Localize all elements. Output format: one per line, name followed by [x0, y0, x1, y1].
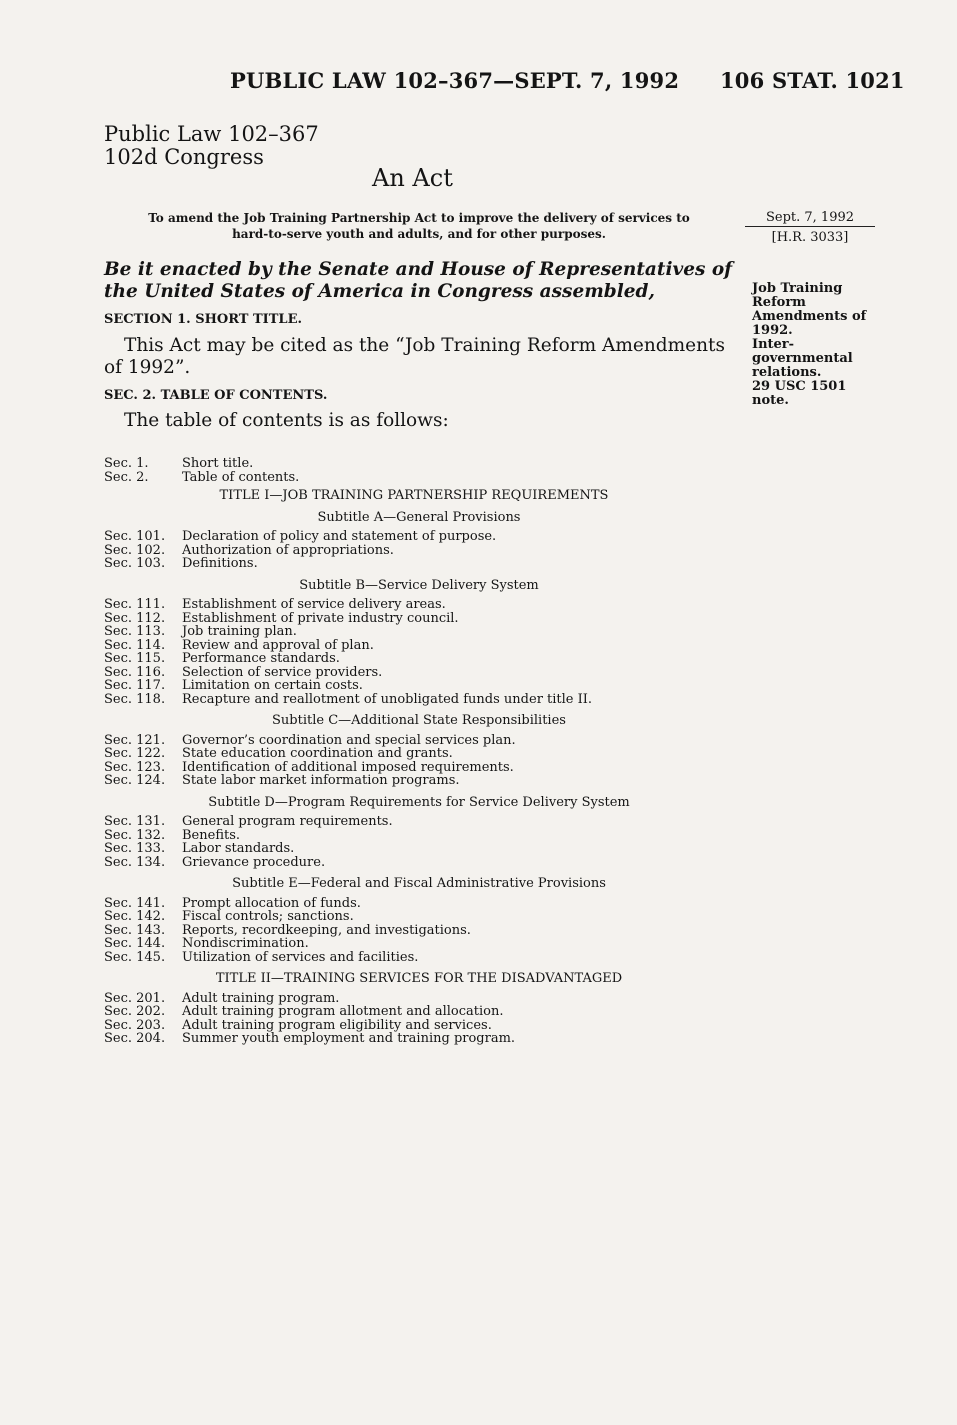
toc-section-title: Establishment of private industry council.	[182, 610, 459, 626]
toc-entry	[104, 774, 744, 788]
toc-section-number: Sec. 113.	[104, 624, 166, 639]
section-1-text: This Act may be cited as the “Job Training Reform Amendments	[124, 335, 725, 356]
toc-section-title: Fiscal controls; sanctions.	[182, 909, 354, 924]
toc-entry	[104, 924, 744, 938]
toc-entry	[104, 625, 744, 639]
toc-section-title: Prompt allocation of funds.	[182, 895, 361, 911]
toc-section-number: Sec. 118.	[104, 691, 166, 707]
toc-entry	[104, 598, 744, 612]
toc-section-number: Sec. 142.	[104, 909, 166, 924]
toc-section-number: Sec. 114.	[104, 637, 166, 653]
toc-section-number: Sec. 132.	[104, 827, 166, 843]
toc-section-number: Sec. 101.	[104, 529, 166, 544]
toc-section-title: Selection of service providers.	[182, 664, 383, 680]
toc-section-title: Table of contents.	[182, 469, 300, 485]
toc-entry	[104, 897, 744, 911]
table-of-contents	[104, 457, 744, 1046]
toc-entry	[104, 842, 744, 856]
enacting-line: Be it enacted by the Senate and House of Representatives of	[104, 259, 733, 280]
running-header-page: 106 STAT. 1021	[720, 68, 905, 93]
toc-section-number: Sec. 145.	[104, 949, 166, 965]
toc-entry	[104, 557, 744, 571]
subtitle-c-heading: Subtitle C—Additional State Responsibilities	[272, 713, 566, 728]
toc-section-number: Sec. 116.	[104, 664, 166, 680]
toc-section-title: Summer youth employment and training program.	[182, 1031, 516, 1046]
toc-section-title: State education coordination and grants.	[182, 746, 453, 761]
toc-section-number: Sec. 124.	[104, 773, 166, 788]
title-1-heading: TITLE I—JOB TRAINING PARTNERSHIP REQUIREMENTS	[219, 488, 609, 503]
toc-section-title: Identification of additional imposed requirements.	[182, 759, 514, 775]
public-law-number: Public Law 102–367	[104, 122, 319, 146]
toc-entry	[104, 910, 744, 924]
toc-section-number: Sec. 111.	[104, 597, 166, 612]
toc-section-title: Performance standards.	[182, 651, 340, 666]
enacting-line: the United States of America in Congress assembled,	[104, 281, 655, 302]
toc-section-number: Sec. 122.	[104, 746, 166, 761]
toc-section-number: Sec. 134.	[104, 854, 166, 870]
running-header-left: PUBLIC LAW 102–367—SEPT. 7, 1992	[230, 68, 680, 93]
toc-entry	[104, 471, 744, 485]
toc-entry	[104, 856, 744, 870]
toc-section-title: Definitions.	[182, 556, 258, 571]
toc-entry	[104, 639, 744, 653]
toc-section-title: Adult training program.	[182, 990, 340, 1006]
margin-date-block	[745, 210, 875, 245]
toc-section-title: Nondiscrimination.	[182, 936, 309, 951]
toc-section-title: Job training plan.	[182, 624, 297, 639]
toc-entry	[104, 761, 744, 775]
toc-section-title: Adult training program allotment and allocation.	[182, 1004, 504, 1019]
toc-section-number: Sec. 123.	[104, 759, 166, 775]
toc-section-number: Sec. 103.	[104, 556, 166, 571]
toc-section-number: Sec. 117.	[104, 678, 166, 693]
toc-entry	[104, 666, 744, 680]
toc-section-title: Governor’s coordination and special services plan.	[182, 732, 516, 748]
toc-section-title: Recapture and reallotment of unobligated funds under title II.	[182, 691, 593, 707]
toc-section-number: Sec. 1.	[104, 456, 149, 471]
toc-section-title: Short title.	[182, 456, 254, 471]
subtitle-e-heading: Subtitle E—Federal and Fiscal Administrative Provisions	[232, 876, 606, 891]
section-2-heading: SEC. 2. TABLE OF CONTENTS.	[104, 388, 328, 403]
toc-section-number: Sec. 112.	[104, 610, 166, 626]
toc-section-title: General program requirements.	[182, 814, 393, 829]
enactment-date: Sept. 7, 1992	[745, 210, 875, 227]
toc-entry	[104, 1019, 744, 1033]
toc-entry	[104, 544, 744, 558]
purpose-line: To amend the Job Training Partnership Act to improve the delivery of services to	[148, 211, 690, 225]
toc-section-title: Establishment of service delivery areas.	[182, 597, 446, 612]
subtitle-a-heading: Subtitle A—General Provisions	[317, 509, 521, 525]
section-1-heading: SECTION 1. SHORT TITLE.	[104, 312, 303, 327]
toc-entry	[104, 679, 744, 693]
toc-section-number: Sec. 141.	[104, 895, 166, 911]
toc-entry	[104, 951, 744, 965]
toc-section-number: Sec. 2.	[104, 469, 149, 485]
toc-entry	[104, 992, 744, 1006]
toc-section-title: Review and approval of plan.	[182, 637, 374, 653]
toc-section-title: Grievance procedure.	[182, 854, 326, 870]
toc-section-number: Sec. 143.	[104, 922, 166, 938]
toc-section-title: Authorization of appropriations.	[182, 542, 394, 558]
toc-entry	[104, 747, 744, 761]
enacting-clause	[104, 259, 740, 303]
purpose-statement	[104, 210, 734, 242]
toc-section-number: Sec. 121.	[104, 732, 166, 748]
margin-note: Job Training Reform Amendments of 1992.	[752, 281, 867, 338]
toc-section-number: Sec. 144.	[104, 936, 166, 951]
toc-entry	[104, 829, 744, 843]
toc-entry	[104, 652, 744, 666]
margin-note: 29 USC 1501 note.	[752, 379, 847, 408]
toc-section-number: Sec. 131.	[104, 814, 166, 829]
title-2-heading: TITLE II—TRAINING SERVICES FOR THE DISADVANTAGED	[215, 971, 623, 986]
toc-section-title: Declaration of policy and statement of purpose.	[182, 529, 497, 544]
toc-entry	[104, 693, 744, 707]
bill-number: [H.R. 3033]	[771, 230, 849, 245]
toc-entry	[104, 1005, 744, 1019]
toc-section-number: Sec. 102.	[104, 542, 166, 558]
section-2-text: The table of contents is as follows:	[124, 410, 449, 431]
toc-section-number: Sec. 204.	[104, 1031, 166, 1046]
toc-section-title: Labor standards.	[182, 841, 295, 856]
toc-section-title: State labor market information programs.	[182, 773, 460, 788]
toc-entry	[104, 1032, 744, 1046]
purpose-line: hard-to-serve youth and adults, and for other purposes.	[232, 227, 606, 241]
toc-entry	[104, 457, 744, 471]
toc-entry	[104, 612, 744, 626]
toc-section-title: Adult training program eligibility and services.	[182, 1017, 492, 1033]
section-1-text-cont: of 1992”.	[104, 357, 191, 378]
toc-section-number: Sec. 203.	[104, 1017, 166, 1033]
toc-entry	[104, 734, 744, 748]
toc-section-number: Sec. 115.	[104, 651, 166, 666]
subtitle-d-heading: Subtitle D—Program Requirements for Service Delivery System	[208, 794, 630, 810]
toc-section-number: Sec. 201.	[104, 990, 166, 1006]
toc-section-number: Sec. 202.	[104, 1004, 166, 1019]
toc-entry	[104, 937, 744, 951]
toc-section-title: Limitation on certain costs.	[182, 678, 363, 693]
toc-section-title: Reports, recordkeeping, and investigations.	[182, 922, 471, 938]
congress-label: 102d Congress	[104, 145, 264, 169]
act-title: An Act	[372, 164, 453, 192]
toc-entry	[104, 815, 744, 829]
margin-notes	[752, 282, 877, 408]
toc-section-title: Benefits.	[182, 827, 241, 843]
margin-note: Inter- governmental relations.	[752, 337, 853, 380]
toc-entry	[104, 530, 744, 544]
toc-section-number: Sec. 133.	[104, 841, 166, 856]
toc-section-title: Utilization of services and facilities.	[182, 949, 419, 965]
subtitle-b-heading: Subtitle B—Service Delivery System	[299, 577, 539, 593]
